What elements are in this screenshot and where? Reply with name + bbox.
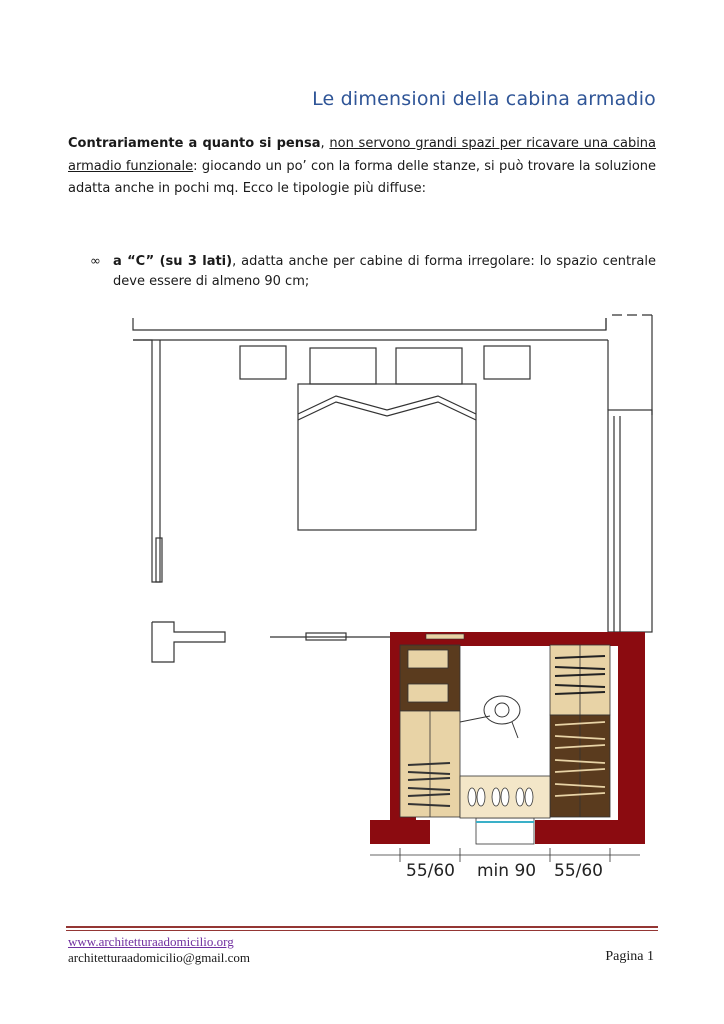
list-item	[113, 252, 656, 292]
website-link[interactable]: www.architetturaadomicilio.org	[68, 934, 234, 949]
footer-rule-thin	[66, 930, 658, 931]
intro-separator: ,	[320, 136, 330, 151]
left-wardrobe	[400, 645, 460, 817]
shoe-rack	[460, 776, 550, 818]
intro-rest: : giocando un po’ con la forma delle stanze, si può trovare la soluzione adatta anche in pochi mq. Ecco le tipologie più diffuse:	[68, 158, 657, 196]
nightstand-left	[240, 346, 286, 379]
pillow-right	[396, 348, 462, 384]
page-title: Le dimensioni della cabina armadio	[312, 88, 656, 110]
dimension-label-left: 55/60	[406, 861, 455, 881]
dimension-lines	[370, 848, 640, 862]
infinity-bullet-icon: ∞	[90, 254, 101, 269]
contact-email: architetturaadomicilio@gmail.com	[68, 950, 250, 965]
bed	[298, 384, 476, 530]
page-number: Pagina 1	[605, 949, 654, 964]
intro-underlined: non servono grandi spazi per ricavare una cabina armadio funzionale	[68, 136, 657, 174]
intro-bold-lead: Contrariamente a quanto si pensa	[68, 136, 321, 151]
right-wardrobe	[550, 645, 610, 817]
top-wall	[133, 318, 606, 330]
dimension-label-center: min 90	[477, 861, 537, 881]
dimension-label-right: 55/60	[554, 861, 603, 881]
list-item-bold: a “C” (su 3 lati)	[113, 254, 233, 269]
person-figure	[460, 696, 520, 738]
c-shape-closet-floor-plan	[130, 310, 660, 885]
footer-rule	[66, 926, 658, 928]
nightstand-right	[484, 346, 530, 379]
pillow-left	[310, 348, 376, 384]
intro-paragraph	[68, 133, 656, 201]
list-item-text: , adatta anche per cabine di forma irregolare: lo spazio centrale deve essere di almeno 90 cm;	[113, 254, 656, 289]
